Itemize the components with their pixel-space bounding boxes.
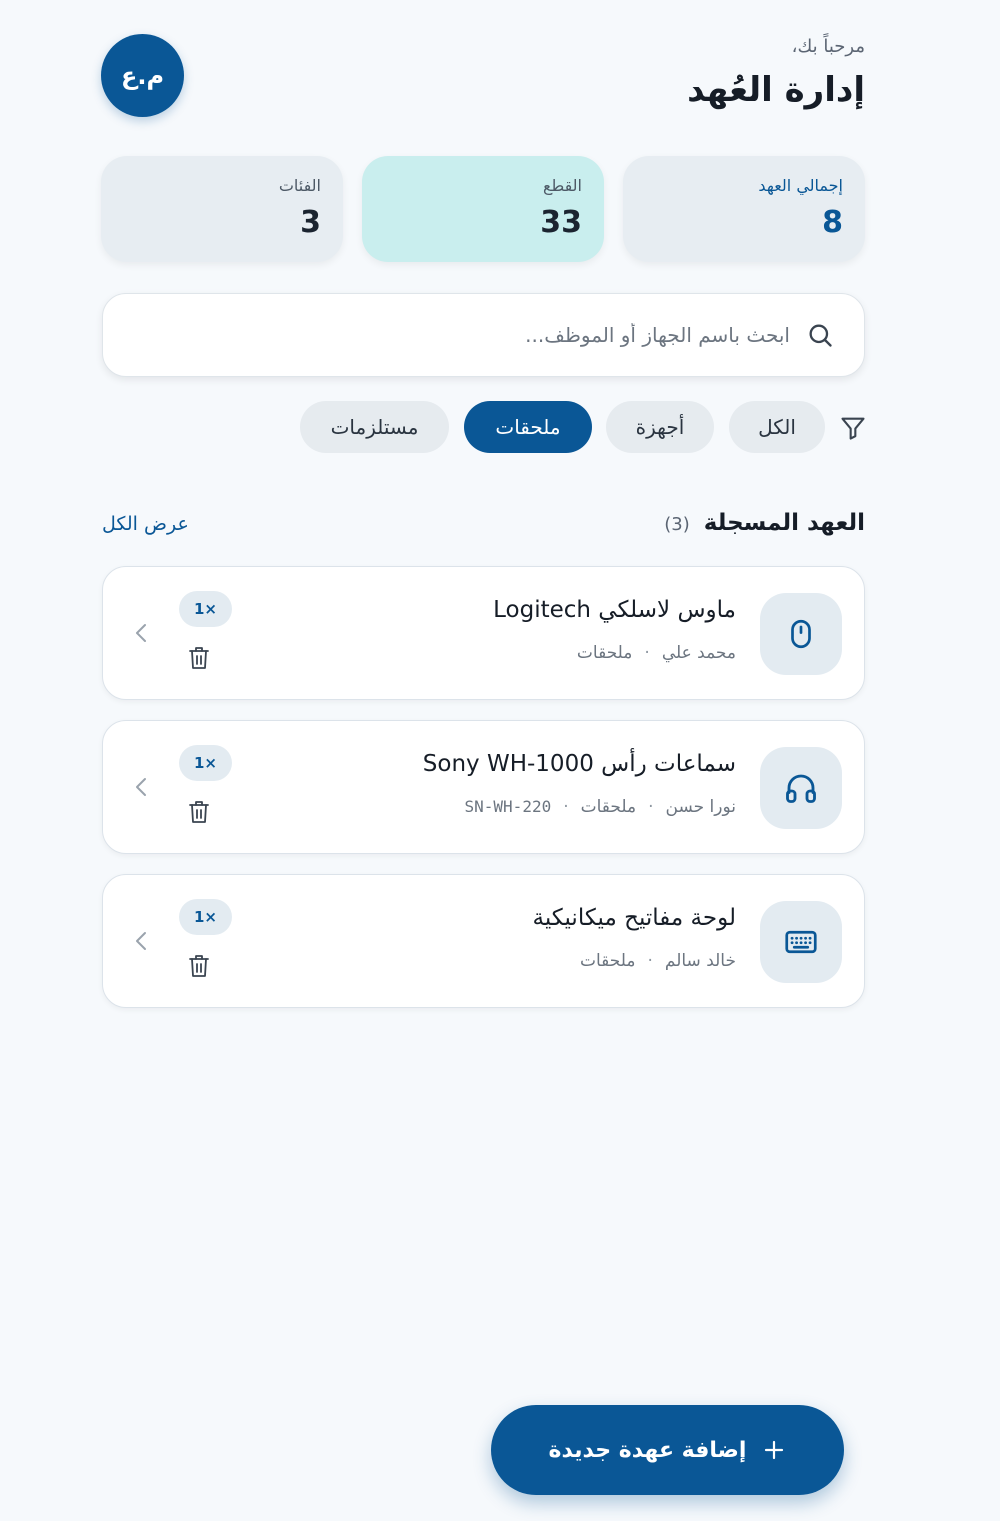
- item-icon-box: [760, 747, 842, 829]
- stat-label: الفئات: [278, 176, 321, 195]
- item-employee: محمد علي: [661, 643, 736, 663]
- search-icon: [806, 321, 834, 349]
- page-title: إدارة العُهد: [687, 70, 865, 110]
- item-category: ملحقات: [579, 951, 636, 971]
- item-name: سماعات رأس Sony WH-1000: [422, 751, 736, 777]
- search-bar[interactable]: [102, 293, 865, 377]
- stat-value: 33: [540, 205, 582, 240]
- headphones-icon: [783, 770, 819, 806]
- stat-label: القطع: [542, 176, 582, 195]
- trash-icon[interactable]: [187, 645, 211, 671]
- quantity-badge: 1×: [179, 899, 232, 935]
- search-input[interactable]: [133, 323, 790, 347]
- custody-card[interactable]: [102, 874, 865, 1008]
- section-title: العهد المسجلة: [703, 510, 865, 536]
- keyboard-icon: [783, 924, 819, 960]
- add-custody-button[interactable]: [491, 1405, 844, 1495]
- item-serial: SN-WH-220: [464, 797, 552, 816]
- filter-chip-devices[interactable]: أجهزة: [606, 401, 714, 453]
- stat-total-custody: [623, 156, 865, 262]
- stat-value: 8: [822, 205, 843, 240]
- chevron-left-icon[interactable]: [133, 622, 149, 644]
- filter-icon[interactable]: [839, 414, 867, 442]
- item-meta: [580, 951, 736, 971]
- stat-label: إجمالي العهد: [758, 176, 843, 195]
- custody-card[interactable]: [102, 566, 865, 700]
- trash-icon[interactable]: [187, 799, 211, 825]
- filter-chip-supplies[interactable]: مستلزمات: [300, 401, 449, 453]
- chevron-left-icon[interactable]: [133, 776, 149, 798]
- filter-chip-accessories[interactable]: ملحقات: [464, 401, 592, 453]
- stat-categories: [101, 156, 343, 262]
- item-icon-box: [760, 901, 842, 983]
- meta-separator: ·: [563, 797, 569, 817]
- item-name: لوحة مفاتيح ميكانيكية: [532, 905, 736, 931]
- stat-value: 3: [300, 205, 321, 240]
- chevron-left-icon[interactable]: [133, 930, 149, 952]
- meta-separator: ·: [648, 797, 654, 817]
- stat-pieces: [362, 156, 604, 262]
- item-name: ماوس لاسلكي Logitech: [493, 597, 736, 623]
- item-meta: [465, 797, 736, 817]
- section-count: (3): [664, 514, 690, 535]
- mouse-icon: [784, 617, 818, 651]
- plus-icon: [762, 1438, 786, 1462]
- quantity-badge: 1×: [179, 591, 232, 627]
- item-employee: نورا حسن: [665, 797, 736, 817]
- item-employee: خالد سالم: [664, 951, 736, 971]
- view-all-link[interactable]: عرض الكل: [102, 513, 189, 535]
- quantity-badge: 1×: [179, 745, 232, 781]
- avatar[interactable]: م.ع: [101, 34, 184, 117]
- custody-card[interactable]: [102, 720, 865, 854]
- item-icon-box: [760, 593, 842, 675]
- welcome-text: مرحباً بك،: [791, 36, 865, 57]
- item-category: ملحقات: [580, 797, 637, 817]
- meta-separator: ·: [647, 951, 653, 971]
- item-category: ملحقات: [576, 643, 633, 663]
- add-custody-label: إضافة عهدة جديدة: [548, 1437, 747, 1463]
- trash-icon[interactable]: [187, 953, 211, 979]
- item-meta: [577, 643, 736, 663]
- filter-chip-all[interactable]: الكل: [729, 401, 825, 453]
- meta-separator: ·: [644, 643, 650, 663]
- section-header: [664, 510, 865, 536]
